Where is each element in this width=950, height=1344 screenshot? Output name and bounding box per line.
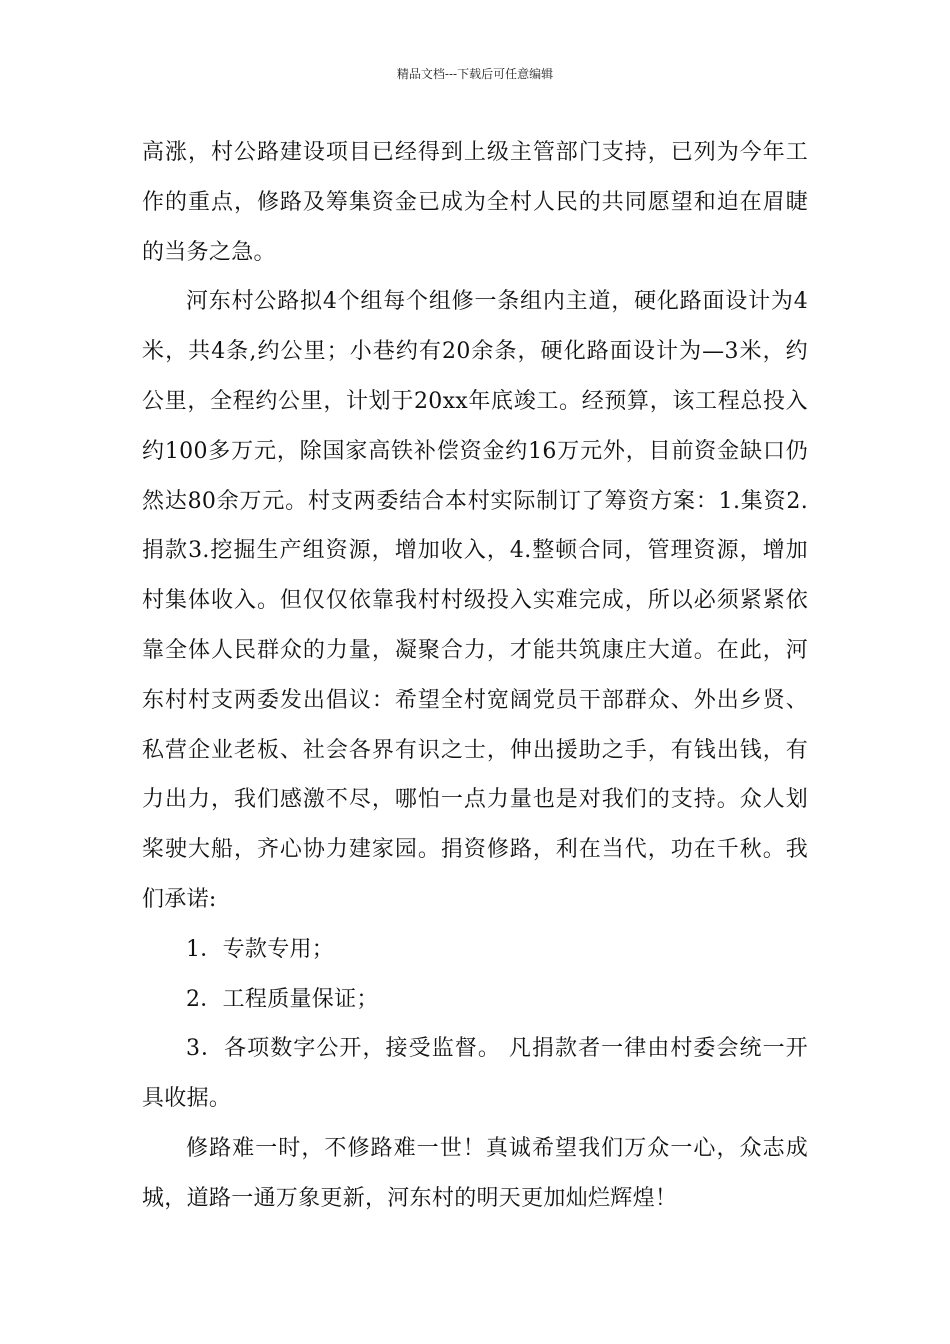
paragraph-plan: 河东村公路拟4个组每个组修一条组内主道，硬化路面设计为4米，共4条,约公里；小巷约有20余条，硬化路面设计为—3米，约公里，全程约公里，计划于20xx年底竣工。经预算，该工程总投入约100多万元，除国家高铁补偿资金约16万元外，目前资金缺口仍然达80余万元。村支两委结合本村实际制订了筹资方案：1.集资2.捐款3.挖掘生产组资源，增加收入，4.整顿合同，管理资源，增加村集体收入。但仅仅依靠我村村级投入实难完成，所以必须紧紧依靠全体人民群众的力量，凝聚合力，才能共筑康庄大道。在此，河东村村支两委发出倡议：希望全村宽阔党员干部群众、外出乡贤、私营企业老板、社会各界有识之士，伸出援助之手，有钱出钱，有力出力，我们感激不尽，哪怕一点力量也是对我们的支持。众人划桨驶大船，齐心协力建家园。捐资修路，利在当代，功在千秋。我们承诺: <box>142 289 808 912</box>
document-body <box>142 128 808 1224</box>
paragraph-continuation: 高涨，村公路建设项目已经得到上级主管部门支持，已列为今年工作的重点，修路及筹集资金已成为全村人民的共同愿望和迫在眉睫的当务之急。 <box>142 140 808 265</box>
page-header: 精品文档---下载后可任意编辑 <box>396 67 554 81</box>
paragraph-closing: 修路难一时，不修路难一世！真诚希望我们万众一心，众志成城，道路一通万象更新，河东村的明天更加灿烂辉煌！ <box>142 1135 808 1211</box>
promise-item-1: 1．专款专用； <box>186 936 335 962</box>
promise-item-2: 2．工程质量保证； <box>186 986 379 1012</box>
promise-item-3: 3．各项数字公开，接受监督。 凡捐款者一律由村委会统一开具收据。 <box>142 1036 808 1112</box>
